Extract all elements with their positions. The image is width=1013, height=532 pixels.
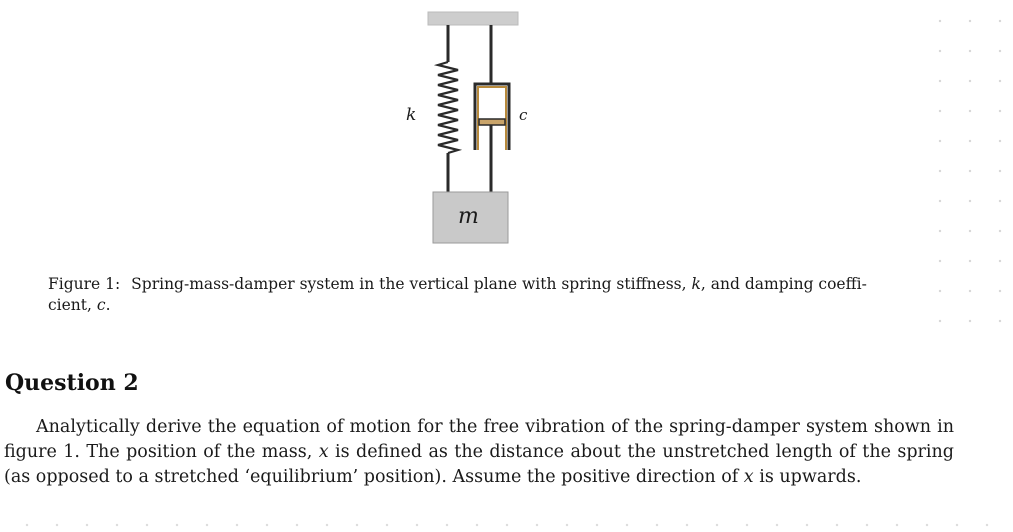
spring-mass-damper-figure	[0, 0, 1013, 260]
variable-x-2: x	[743, 467, 754, 487]
question-heading: Question 2	[5, 370, 139, 396]
ceiling-support	[428, 12, 518, 25]
mass-label: m	[458, 204, 479, 229]
spring-coil	[438, 62, 458, 153]
caption-k-symbol: k	[691, 275, 701, 293]
figure-caption	[48, 274, 908, 316]
caption-text-4: .	[105, 296, 111, 314]
question-body-part-1: Analytically derive the equation of motion for the free vibration of the spring-damper system shown in figure 1. The position of the mass,	[4, 417, 954, 462]
question-body	[4, 415, 954, 490]
caption-text-1: Spring-mass-damper system in the vertical plane with spring stiffness,	[131, 275, 687, 293]
variable-x-1: x	[318, 442, 329, 462]
damper-piston	[479, 119, 505, 125]
dot-grid-bottom	[0, 518, 1013, 532]
question-body-part-3: is upwards.	[759, 467, 862, 487]
spring-label: k	[406, 105, 417, 125]
caption-lead: Figure 1:	[48, 275, 121, 293]
caption-c-symbol: c	[96, 296, 106, 314]
caption-text-3: cient,	[48, 296, 92, 314]
caption-text-2: , and damping coeffi-	[700, 275, 867, 293]
question-body-part-2: is defined as the distance about the unstretched length of the spring (as opposed to a stretched ‘equilibrium’ position). Assume the positive direction of	[4, 442, 954, 487]
damper-label: c	[519, 106, 528, 124]
